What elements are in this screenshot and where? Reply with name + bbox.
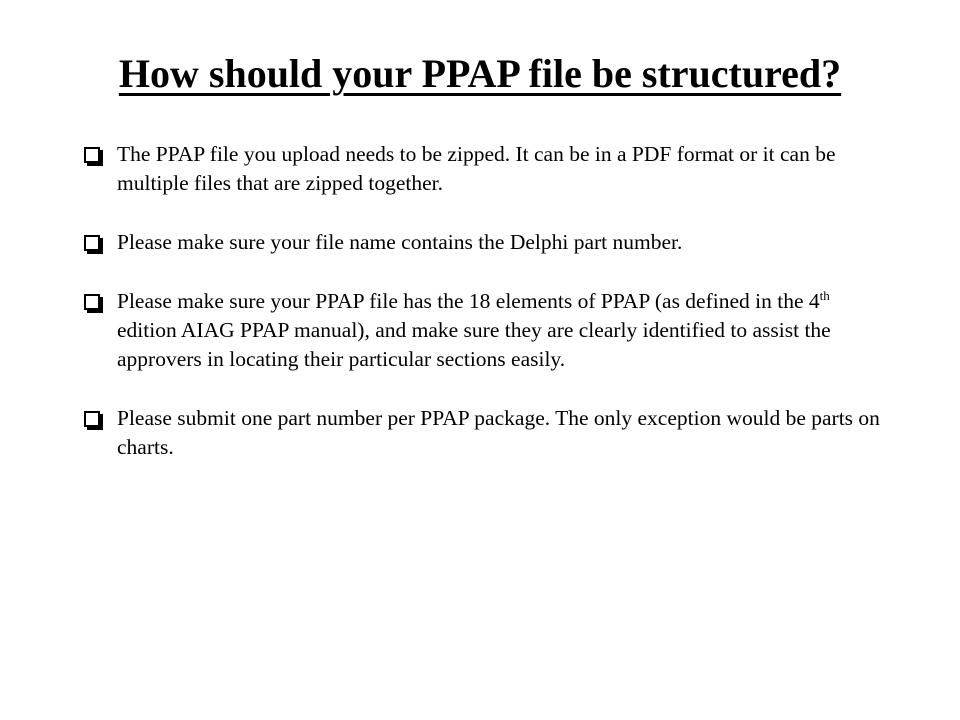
hollow-square-bullet-icon — [84, 411, 100, 427]
edition-superscript: th — [819, 287, 830, 303]
bullet-item — [84, 287, 884, 374]
hollow-square-bullet-icon — [84, 235, 100, 251]
bullet-text — [117, 289, 831, 371]
hollow-square-bullet-icon — [84, 147, 100, 163]
bullet-text: The PPAP file you upload needs to be zipped. It can be in a PDF format or it can be multiple files that are zipped together. — [117, 142, 836, 195]
bullet-text-before: Please make sure your PPAP file has the 18 elements of PPAP (as defined in the 4 — [117, 289, 820, 313]
bullet-item — [84, 404, 884, 462]
bullet-list — [84, 140, 884, 492]
bullet-item — [84, 140, 884, 198]
bullet-item — [84, 228, 884, 257]
slide-title: How should your PPAP file be structured? — [118, 51, 842, 96]
bullet-text-after: edition AIAG PPAP manual), and make sure they are clearly identified to assist the approvers in locating their particular sections easily. — [117, 318, 831, 371]
bullet-text: Please make sure your file name contains the Delphi part number. — [117, 230, 683, 254]
hollow-square-bullet-icon — [84, 294, 100, 310]
bullet-text: Please submit one part number per PPAP package. The only exception would be parts on charts. — [117, 406, 880, 459]
